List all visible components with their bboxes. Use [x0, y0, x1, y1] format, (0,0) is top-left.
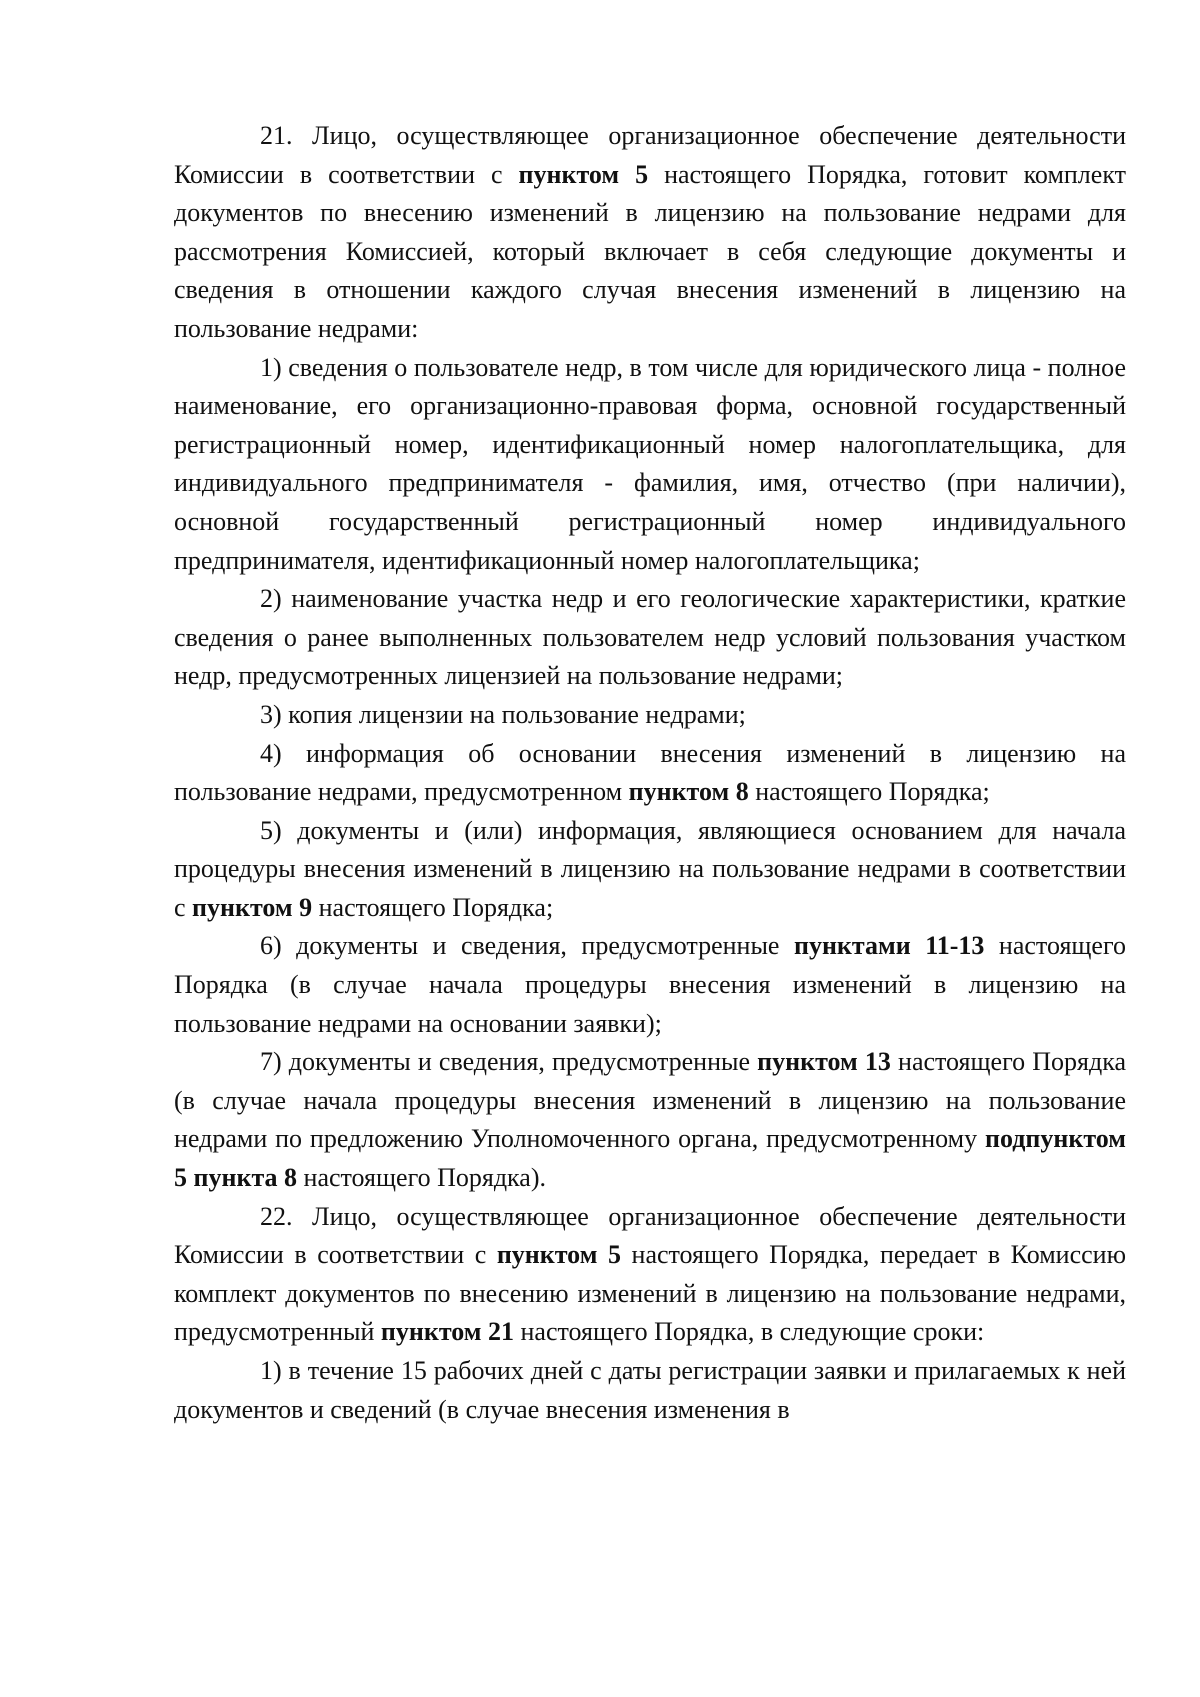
- subitem-21-7: [174, 1043, 1126, 1197]
- paragraph-text: 3) копия лицензии на пользование недрами;: [260, 699, 746, 729]
- paragraph-text: 7) документы и сведения, предусмотренные: [260, 1047, 758, 1077]
- reference-link: пунктом 5: [496, 1240, 621, 1270]
- paragraph-text: настоящего Порядка, готовит комплект документов по внесению изменений в лицензию на пользование недрами для рассмотрения Комиссией, который включает в себя следующие документы и сведения в отношении каждого случая внесения изменений в лицензию на пользование недрами:: [174, 159, 1126, 343]
- paragraph-21: [174, 117, 1126, 349]
- subitem-21-2: [174, 580, 1126, 696]
- reference-link: пунктом 8: [628, 777, 749, 807]
- paragraph-text: 2) наименование участка недр и его геологические характеристики, краткие сведения о ранее выполненных пользователем недр условий пользования участком недр, предусмотренных лицензией на пользование недрами;: [174, 584, 1126, 691]
- paragraph-text: 21. Лицо, осуществляющее организационное обеспечение деятельности Комиссии в соответствии с: [174, 121, 1126, 189]
- paragraph-text: настоящего Порядка;: [312, 892, 554, 922]
- paragraph-text: настоящего Порядка).: [297, 1163, 546, 1193]
- reference-link: пунктом 9: [192, 892, 313, 922]
- reference-link: пунктом 21: [380, 1317, 515, 1347]
- paragraph-text: 1) сведения о пользователе недр, в том числе для юридического лица - полное наименование, его организационно-правовая форма, основной государственный регистрационный номер, идентификационный номер налогоплательщика, для индивидуального предпринимателя - фамилия, имя, отчество (при наличии), основной государственный регистрационный номер индивидуального предпринимателя, идентификационный номер налогоплательщика;: [174, 352, 1126, 575]
- paragraph-text: настоящего Порядка (в случае начала процедуры внесения изменений в лицензию на пользование недрами по предложению Уполномоченного органа, предусмотренному: [174, 1047, 1126, 1154]
- reference-link: подпунктом 5 пункта 8: [174, 1124, 1126, 1193]
- paragraph-text: 1) в течение 15 рабочих дней с даты регистрации заявки и прилагаемых к ней документов и сведений (в случае внесения изменения в: [174, 1356, 1126, 1424]
- document-page: [174, 117, 1126, 1429]
- subitem-21-5: [174, 812, 1126, 928]
- paragraph-22: [174, 1198, 1126, 1352]
- paragraph-text: 4) информация об основании внесения изменений в лицензию на пользование недрами, предусмотренном: [174, 738, 1126, 807]
- subitem-21-3: [174, 696, 1126, 735]
- reference-link: пунктами 11-13: [793, 931, 985, 961]
- subitem-22-1: [174, 1352, 1126, 1429]
- paragraph-text: 6) документы и сведения, предусмотренные: [260, 931, 794, 961]
- subitem-21-1: [174, 349, 1126, 581]
- paragraph-text: 5) документы и (или) информация, являющиеся основанием для начала процедуры внесения изменений в лицензию на пользование недрами в соответствии с: [174, 815, 1126, 922]
- paragraph-text: настоящего Порядка, передает в Комиссию комплект документов по внесению изменений в лицензию на пользование недрами, предусмотренный: [174, 1240, 1127, 1347]
- paragraph-text: настоящего Порядка;: [748, 777, 990, 807]
- reference-link: пунктом 5: [518, 159, 649, 189]
- paragraph-text: 22. Лицо, осуществляющее организационное обеспечение деятельности Комиссии в соответствии с: [174, 1201, 1126, 1270]
- subitem-21-4: [174, 735, 1126, 812]
- paragraph-text: настоящего Порядка (в случае начала процедуры внесения изменений в лицензию на пользование недрами на основании заявки);: [174, 931, 1126, 1038]
- reference-link: пунктом 13: [757, 1047, 891, 1077]
- subitem-21-6: [174, 927, 1126, 1043]
- paragraph-text: настоящего Порядка, в следующие сроки:: [514, 1317, 985, 1347]
